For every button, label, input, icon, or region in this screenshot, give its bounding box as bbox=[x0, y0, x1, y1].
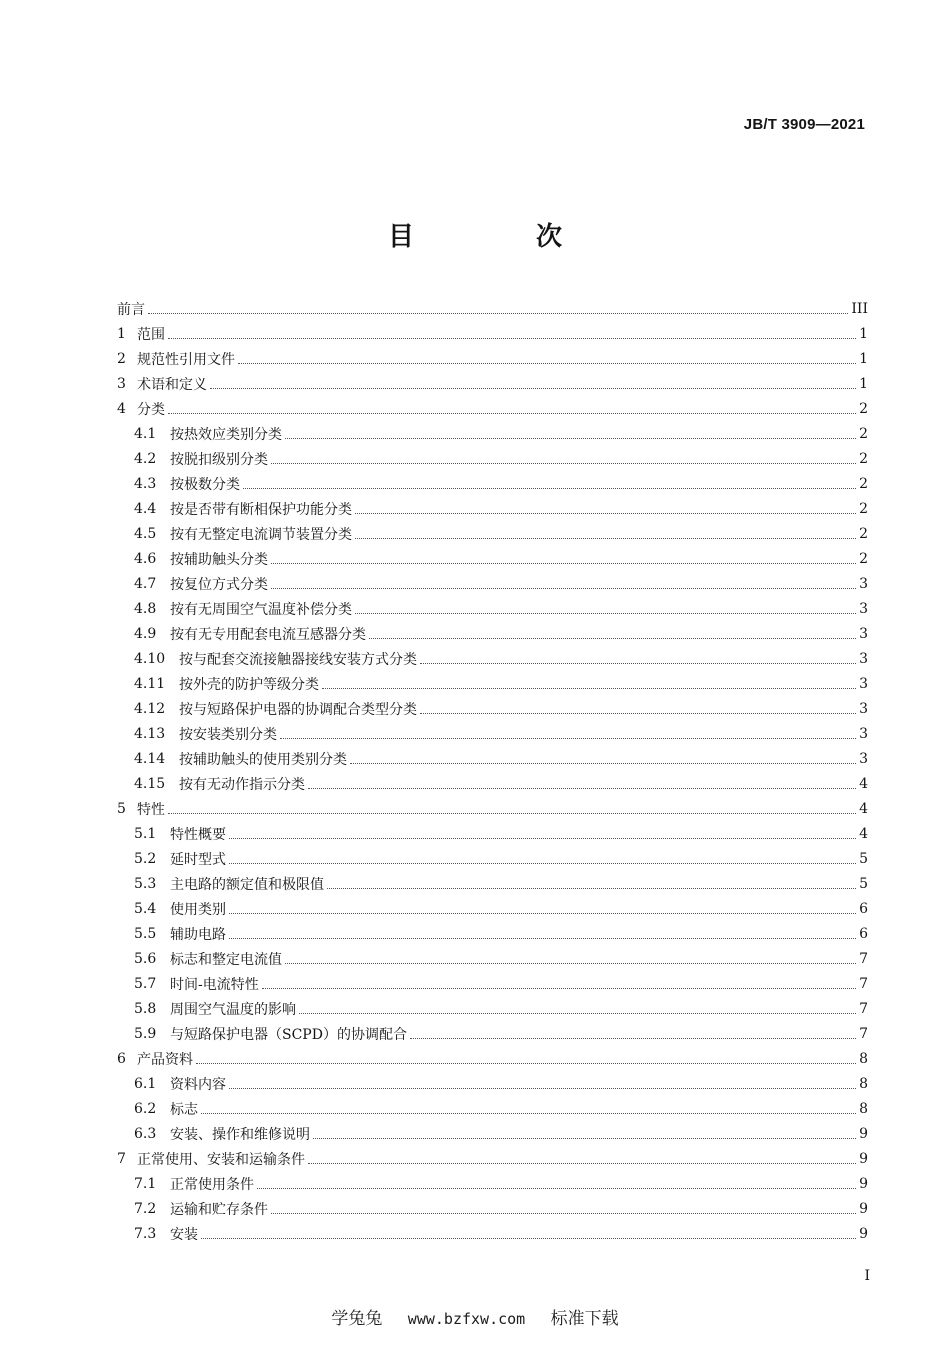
toc-entry-title: 安装 bbox=[170, 1226, 198, 1243]
toc-entry-title: 按外壳的防护等级分类 bbox=[179, 676, 319, 693]
toc-entry[interactable] bbox=[117, 696, 868, 721]
toc-entry[interactable] bbox=[117, 546, 868, 571]
toc-entry-number: 7.2 bbox=[134, 1200, 157, 1217]
toc-entry[interactable] bbox=[117, 621, 868, 646]
toc-dot-leader bbox=[168, 812, 856, 814]
toc-entry-number: 4.11 bbox=[134, 675, 166, 692]
toc-dot-leader bbox=[285, 437, 856, 439]
toc-entry[interactable] bbox=[117, 746, 868, 771]
toc-entry-title: 按辅助触头分类 bbox=[170, 551, 268, 568]
toc-entry-number: 6.3 bbox=[134, 1125, 157, 1142]
toc-dot-leader bbox=[229, 1087, 856, 1089]
toc-entry-title: 按热效应类别分类 bbox=[170, 426, 282, 443]
toc-entry-number: 4.12 bbox=[134, 700, 166, 717]
toc-entry-page: 8 bbox=[859, 1075, 868, 1092]
toc-entry[interactable] bbox=[117, 596, 868, 621]
toc-entry-page: 7 bbox=[859, 1025, 868, 1042]
toc-entry-page: 3 bbox=[859, 575, 868, 592]
toc-dot-leader bbox=[257, 1187, 856, 1189]
toc-dot-leader bbox=[355, 537, 856, 539]
toc-entry-page: 6 bbox=[859, 900, 868, 917]
toc-entry-title: 前言 bbox=[117, 301, 145, 318]
toc-entry-title: 资料内容 bbox=[170, 1076, 226, 1093]
toc-entry-title: 使用类别 bbox=[170, 901, 226, 918]
toc-entry-page: 7 bbox=[859, 975, 868, 992]
toc-entry-page: 2 bbox=[859, 525, 868, 542]
toc-dot-leader bbox=[271, 462, 856, 464]
toc-dot-leader bbox=[168, 337, 856, 339]
toc-dot-leader bbox=[355, 612, 856, 614]
toc-entry-number: 5.4 bbox=[134, 900, 157, 917]
toc-entry-title: 运输和贮存条件 bbox=[170, 1201, 268, 1218]
toc-entry-title: 按安装类别分类 bbox=[179, 726, 277, 743]
toc-entry-title: 按有无动作指示分类 bbox=[179, 776, 305, 793]
toc-entry[interactable] bbox=[117, 1121, 868, 1146]
toc-entry-number: 4.9 bbox=[134, 625, 157, 642]
toc-entry-number: 2 bbox=[117, 350, 126, 367]
toc-entry[interactable] bbox=[117, 646, 868, 671]
toc-entry-page: 2 bbox=[859, 550, 868, 567]
toc-entry-title: 与短路保护电器（SCPD）的协调配合 bbox=[170, 1026, 407, 1043]
toc-dot-leader bbox=[271, 587, 856, 589]
toc-entry[interactable] bbox=[117, 846, 868, 871]
toc-dot-leader bbox=[313, 1137, 856, 1139]
toc-entry-number: 5.9 bbox=[134, 1025, 157, 1042]
toc-entry-number: 4.13 bbox=[134, 725, 166, 742]
toc-entry-page: 9 bbox=[859, 1125, 868, 1142]
toc-dot-leader bbox=[229, 862, 856, 864]
toc-entry-page: 2 bbox=[859, 425, 868, 442]
toc-entry-number: 5.3 bbox=[134, 875, 157, 892]
toc-entry-page: 4 bbox=[859, 775, 868, 792]
toc-entry-number: 5.1 bbox=[134, 825, 157, 842]
toc-entry-number: 4.3 bbox=[134, 475, 157, 492]
toc-entry-title: 按复位方式分类 bbox=[170, 576, 268, 593]
toc-entry-title: 按与短路保护电器的协调配合类型分类 bbox=[179, 701, 417, 718]
footer-watermark bbox=[0, 1304, 950, 1329]
toc-entry-page: 1 bbox=[859, 325, 868, 342]
toc-dot-leader bbox=[410, 1037, 856, 1039]
toc-dot-leader bbox=[285, 962, 856, 964]
toc-entry-number: 7.1 bbox=[134, 1175, 157, 1192]
toc-entry-number: 4.7 bbox=[134, 575, 157, 592]
toc-entry-title: 特性 bbox=[137, 801, 165, 818]
toc-dot-leader bbox=[299, 1012, 856, 1014]
toc-entry-number: 5.6 bbox=[134, 950, 157, 967]
toc-entry[interactable] bbox=[117, 371, 868, 396]
toc-entry-page: 9 bbox=[859, 1225, 868, 1242]
toc-entry[interactable] bbox=[117, 1096, 868, 1121]
toc-entry-page: 2 bbox=[859, 500, 868, 517]
toc-entry-number: 6 bbox=[117, 1050, 126, 1067]
toc-entry[interactable] bbox=[117, 296, 868, 321]
toc-entry-title: 正常使用、安装和运输条件 bbox=[137, 1151, 305, 1168]
toc-entry[interactable] bbox=[117, 1071, 868, 1096]
toc-dot-leader bbox=[210, 387, 856, 389]
toc-dot-leader bbox=[238, 362, 856, 364]
toc-entry-title: 按辅助触头的使用类别分类 bbox=[179, 751, 347, 768]
footer-tagline: 标准下载 bbox=[550, 1309, 619, 1329]
toc-dot-leader bbox=[262, 987, 856, 989]
toc-entry-page: 9 bbox=[859, 1150, 868, 1167]
toc-entry-number: 4 bbox=[117, 400, 126, 417]
toc-entry[interactable] bbox=[117, 396, 868, 421]
toc-entry[interactable] bbox=[117, 871, 868, 896]
toc-entry-number: 4.8 bbox=[134, 600, 157, 617]
toc-entry[interactable] bbox=[117, 1196, 868, 1221]
toc-dot-leader bbox=[229, 837, 856, 839]
toc-dot-leader bbox=[271, 562, 856, 564]
toc-entry-page: 1 bbox=[859, 350, 868, 367]
toc-entry[interactable] bbox=[117, 1171, 868, 1196]
toc-entry[interactable] bbox=[117, 446, 868, 471]
toc-entry-page: 4 bbox=[859, 800, 868, 817]
table-of-contents bbox=[117, 296, 868, 1246]
toc-entry-title: 周围空气温度的影响 bbox=[170, 1001, 296, 1018]
toc-entry-title: 时间-电流特性 bbox=[170, 976, 259, 993]
toc-entry[interactable] bbox=[117, 921, 868, 946]
toc-dot-leader bbox=[201, 1237, 856, 1239]
toc-entry[interactable] bbox=[117, 771, 868, 796]
toc-entry-number: 3 bbox=[117, 375, 126, 392]
toc-dot-leader bbox=[369, 637, 856, 639]
toc-entry-number: 7.3 bbox=[134, 1225, 157, 1242]
toc-dot-leader bbox=[280, 737, 856, 739]
toc-entry-page: 8 bbox=[859, 1100, 868, 1117]
toc-entry-number: 6.2 bbox=[134, 1100, 157, 1117]
toc-entry[interactable] bbox=[117, 821, 868, 846]
toc-entry-number: 5.8 bbox=[134, 1000, 157, 1017]
toc-entry-title: 标志 bbox=[170, 1101, 198, 1118]
toc-entry[interactable] bbox=[117, 571, 868, 596]
toc-entry[interactable] bbox=[117, 721, 868, 746]
toc-entry-number: 4.4 bbox=[134, 500, 157, 517]
toc-entry-title: 按脱扣级别分类 bbox=[170, 451, 268, 468]
toc-entry-title: 按是否带有断相保护功能分类 bbox=[170, 501, 352, 518]
toc-entry[interactable] bbox=[117, 671, 868, 696]
toc-dot-leader bbox=[308, 787, 856, 789]
toc-entry-title: 主电路的额定值和极限值 bbox=[170, 876, 324, 893]
toc-entry-number: 4.1 bbox=[134, 425, 157, 442]
toc-entry-page: 2 bbox=[859, 450, 868, 467]
toc-title: 目 次 bbox=[387, 222, 610, 252]
toc-dot-leader bbox=[271, 1212, 856, 1214]
toc-entry-title: 安装、操作和维修说明 bbox=[170, 1126, 310, 1143]
toc-entry-number: 4.15 bbox=[134, 775, 166, 792]
toc-entry-number: 4.14 bbox=[134, 750, 166, 767]
toc-entry-title: 按有无整定电流调节装置分类 bbox=[170, 526, 352, 543]
toc-entry-title: 分类 bbox=[137, 401, 165, 418]
toc-dot-leader bbox=[243, 487, 856, 489]
toc-dot-leader bbox=[201, 1112, 856, 1114]
footer-url[interactable]: www.bzfxw.com bbox=[407, 1310, 526, 1328]
toc-dot-leader bbox=[229, 912, 856, 914]
page-number: I bbox=[864, 1268, 870, 1284]
toc-entry-number: 5.5 bbox=[134, 925, 157, 942]
toc-entry[interactable] bbox=[117, 496, 868, 521]
toc-entry-page: III bbox=[851, 300, 868, 317]
toc-entry-number: 4.5 bbox=[134, 525, 157, 542]
toc-entry-page: 8 bbox=[859, 1050, 868, 1067]
toc-entry[interactable] bbox=[117, 896, 868, 921]
toc-entry-title: 按极数分类 bbox=[170, 476, 240, 493]
toc-entry-title: 范围 bbox=[137, 326, 165, 343]
toc-dot-leader bbox=[322, 687, 856, 689]
toc-dot-leader bbox=[229, 937, 856, 939]
toc-dot-leader bbox=[196, 1062, 856, 1064]
toc-entry[interactable] bbox=[117, 971, 868, 996]
toc-dot-leader bbox=[168, 412, 856, 414]
toc-entry-number: 7 bbox=[117, 1150, 126, 1167]
toc-entry[interactable] bbox=[117, 521, 868, 546]
toc-entry-page: 2 bbox=[859, 475, 868, 492]
toc-dot-leader bbox=[355, 512, 856, 514]
toc-dot-leader bbox=[350, 762, 856, 764]
toc-entry-title: 规范性引用文件 bbox=[137, 351, 235, 368]
toc-entry-title: 产品资料 bbox=[137, 1051, 193, 1068]
toc-dot-leader bbox=[148, 312, 848, 314]
toc-entry-number: 4.10 bbox=[134, 650, 166, 667]
toc-entry-number: 6.1 bbox=[134, 1075, 157, 1092]
toc-entry[interactable] bbox=[117, 1046, 868, 1071]
toc-entry-page: 3 bbox=[859, 675, 868, 692]
toc-entry[interactable] bbox=[117, 346, 868, 371]
toc-entry-number: 5.2 bbox=[134, 850, 157, 867]
toc-entry[interactable] bbox=[117, 1021, 868, 1046]
toc-entry-page: 7 bbox=[859, 1000, 868, 1017]
toc-entry-number: 5.7 bbox=[134, 975, 157, 992]
toc-entry[interactable] bbox=[117, 1221, 868, 1246]
toc-entry-page: 5 bbox=[859, 850, 868, 867]
toc-entry[interactable] bbox=[117, 796, 868, 821]
toc-entry-page: 3 bbox=[859, 625, 868, 642]
toc-entry-page: 6 bbox=[859, 925, 868, 942]
toc-entry-title: 延时型式 bbox=[170, 851, 226, 868]
toc-entry-page: 5 bbox=[859, 875, 868, 892]
toc-entry-title: 按有无专用配套电流互感器分类 bbox=[170, 626, 366, 643]
toc-dot-leader bbox=[420, 662, 856, 664]
toc-entry[interactable] bbox=[117, 321, 868, 346]
toc-entry-page: 7 bbox=[859, 950, 868, 967]
toc-entry-page: 3 bbox=[859, 600, 868, 617]
toc-entry-page: 9 bbox=[859, 1200, 868, 1217]
toc-entry-page: 3 bbox=[859, 700, 868, 717]
toc-entry-title: 术语和定义 bbox=[137, 376, 207, 393]
toc-entry-title: 标志和整定电流值 bbox=[170, 951, 282, 968]
toc-entry-number: 5 bbox=[117, 800, 126, 817]
toc-entry-page: 2 bbox=[859, 400, 868, 417]
toc-entry-page: 4 bbox=[859, 825, 868, 842]
toc-entry[interactable] bbox=[117, 946, 868, 971]
toc-entry-title: 按与配套交流接触器接线安装方式分类 bbox=[179, 651, 417, 668]
toc-entry[interactable] bbox=[117, 421, 868, 446]
toc-entry[interactable] bbox=[117, 1146, 868, 1171]
toc-entry-page: 1 bbox=[859, 375, 868, 392]
toc-entry-title: 按有无周围空气温度补偿分类 bbox=[170, 601, 352, 618]
toc-entry-number: 1 bbox=[117, 325, 126, 342]
toc-entry[interactable] bbox=[117, 471, 868, 496]
toc-entry-page: 3 bbox=[859, 750, 868, 767]
toc-dot-leader bbox=[327, 887, 856, 889]
toc-entry-title: 辅助电路 bbox=[170, 926, 226, 943]
toc-entry-number: 4.6 bbox=[134, 550, 157, 567]
standard-code: JB/T 3909—2021 bbox=[743, 116, 865, 133]
toc-entry-number: 4.2 bbox=[134, 450, 157, 467]
toc-dot-leader bbox=[308, 1162, 856, 1164]
toc-entry-page: 9 bbox=[859, 1175, 868, 1192]
toc-dot-leader bbox=[420, 712, 856, 714]
toc-entry-page: 3 bbox=[859, 725, 868, 742]
footer-site-name: 学兔兔 bbox=[331, 1309, 383, 1329]
toc-entry-title: 正常使用条件 bbox=[170, 1176, 254, 1193]
toc-entry[interactable] bbox=[117, 996, 868, 1021]
toc-entry-page: 3 bbox=[859, 650, 868, 667]
toc-entry-title: 特性概要 bbox=[170, 826, 226, 843]
